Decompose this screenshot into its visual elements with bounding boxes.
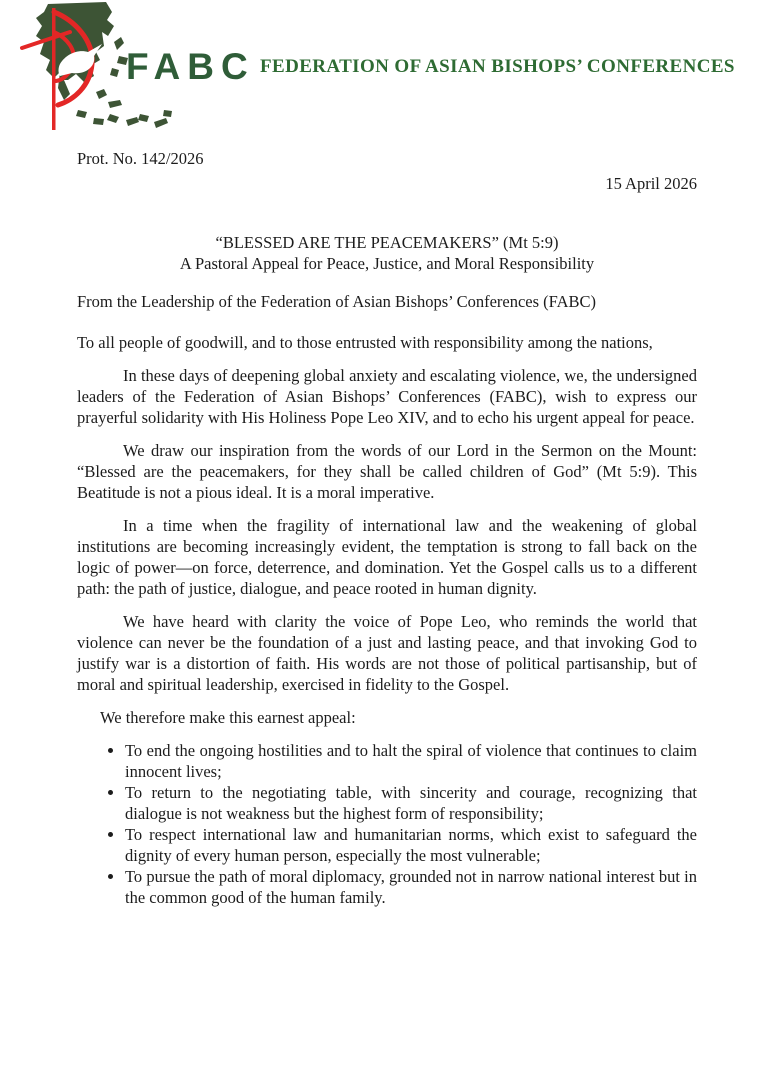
letterhead xyxy=(0,0,770,142)
salutation: To all people of goodwill, and to those entrusted with responsibility among the nations, xyxy=(77,333,653,352)
paragraph-2: We draw our inspiration from the words of our Lord in the Sermon on the Mount: “Blessed are the peacemakers, for they shall be called children of God” (Mt 5:9). This Beatitude is not a pious ideal. It is a moral imperative. xyxy=(77,441,697,502)
appeal-point-2: • To return to the negotiating table, with sincerity and courage, recognizing that dialogue is not weakness but the highest form of responsibility; xyxy=(125,782,697,824)
appeal-point-1: • To end the ongoing hostilities and to halt the spiral of violence that continues to claim innocent lives; xyxy=(125,740,697,782)
appeal-point-3: • To respect international law and humanitarian norms, which exist to safeguard the dignity of every human person, especially the most vulnerable; xyxy=(125,824,697,866)
letter-date: 15 April 2026 xyxy=(605,174,697,193)
organization-name: FEDERATION OF ASIAN BISHOPS’ CONFERENCES xyxy=(260,56,735,77)
paragraph-3: In a time when the fragility of international law and the weakening of global institutions are becoming increasingly evident, the temptation is strong to fall back on the logic of power—on force, deterrence, and domination. Yet the Gospel calls us to a different path: the path of justice, dialogue, and peace rooted in human dignity. xyxy=(77,516,697,598)
letter-title xyxy=(77,232,697,274)
paragraph-4: We have heard with clarity the voice of Pope Leo, who reminds the world that violence can never be the foundation of a just and lasting peace, and that invoking God to justify war is a distortion of faith. His words are not those of political partisanship, but of moral and spiritual leadership, exercised in fidelity to the Gospel. xyxy=(77,612,697,694)
title-line-1: “BLESSED ARE THE PEACEMAKERS” (Mt 5:9) xyxy=(215,233,559,252)
fabc-logo xyxy=(8,2,255,134)
from-line: From the Leadership of the Federation of Asian Bishops’ Conferences (FABC) xyxy=(77,292,597,311)
letter-body xyxy=(0,148,770,908)
protocol-number: Prot. No. 142/2026 xyxy=(77,149,204,168)
paragraph-1: In these days of deepening global anxiety and escalating violence, we, the undersigned leaders of the Federation of Asian Bishops’ Conferences (FABC), wish to express our prayerful solidarity with His Holiness Pope Leo XIV, and to echo his urgent appeal for peace. xyxy=(77,366,697,427)
fabc-wordmark: FABC xyxy=(126,46,255,87)
appeal-point-4: • To pursue the path of moral diplomacy, grounded not in narrow national interest but in the common good of the human family. xyxy=(125,866,697,908)
appeal-intro: We therefore make this earnest appeal: xyxy=(100,708,356,727)
title-line-2: A Pastoral Appeal for Peace, Justice, and Moral Responsibility xyxy=(179,254,595,273)
appeal-list xyxy=(77,740,697,908)
